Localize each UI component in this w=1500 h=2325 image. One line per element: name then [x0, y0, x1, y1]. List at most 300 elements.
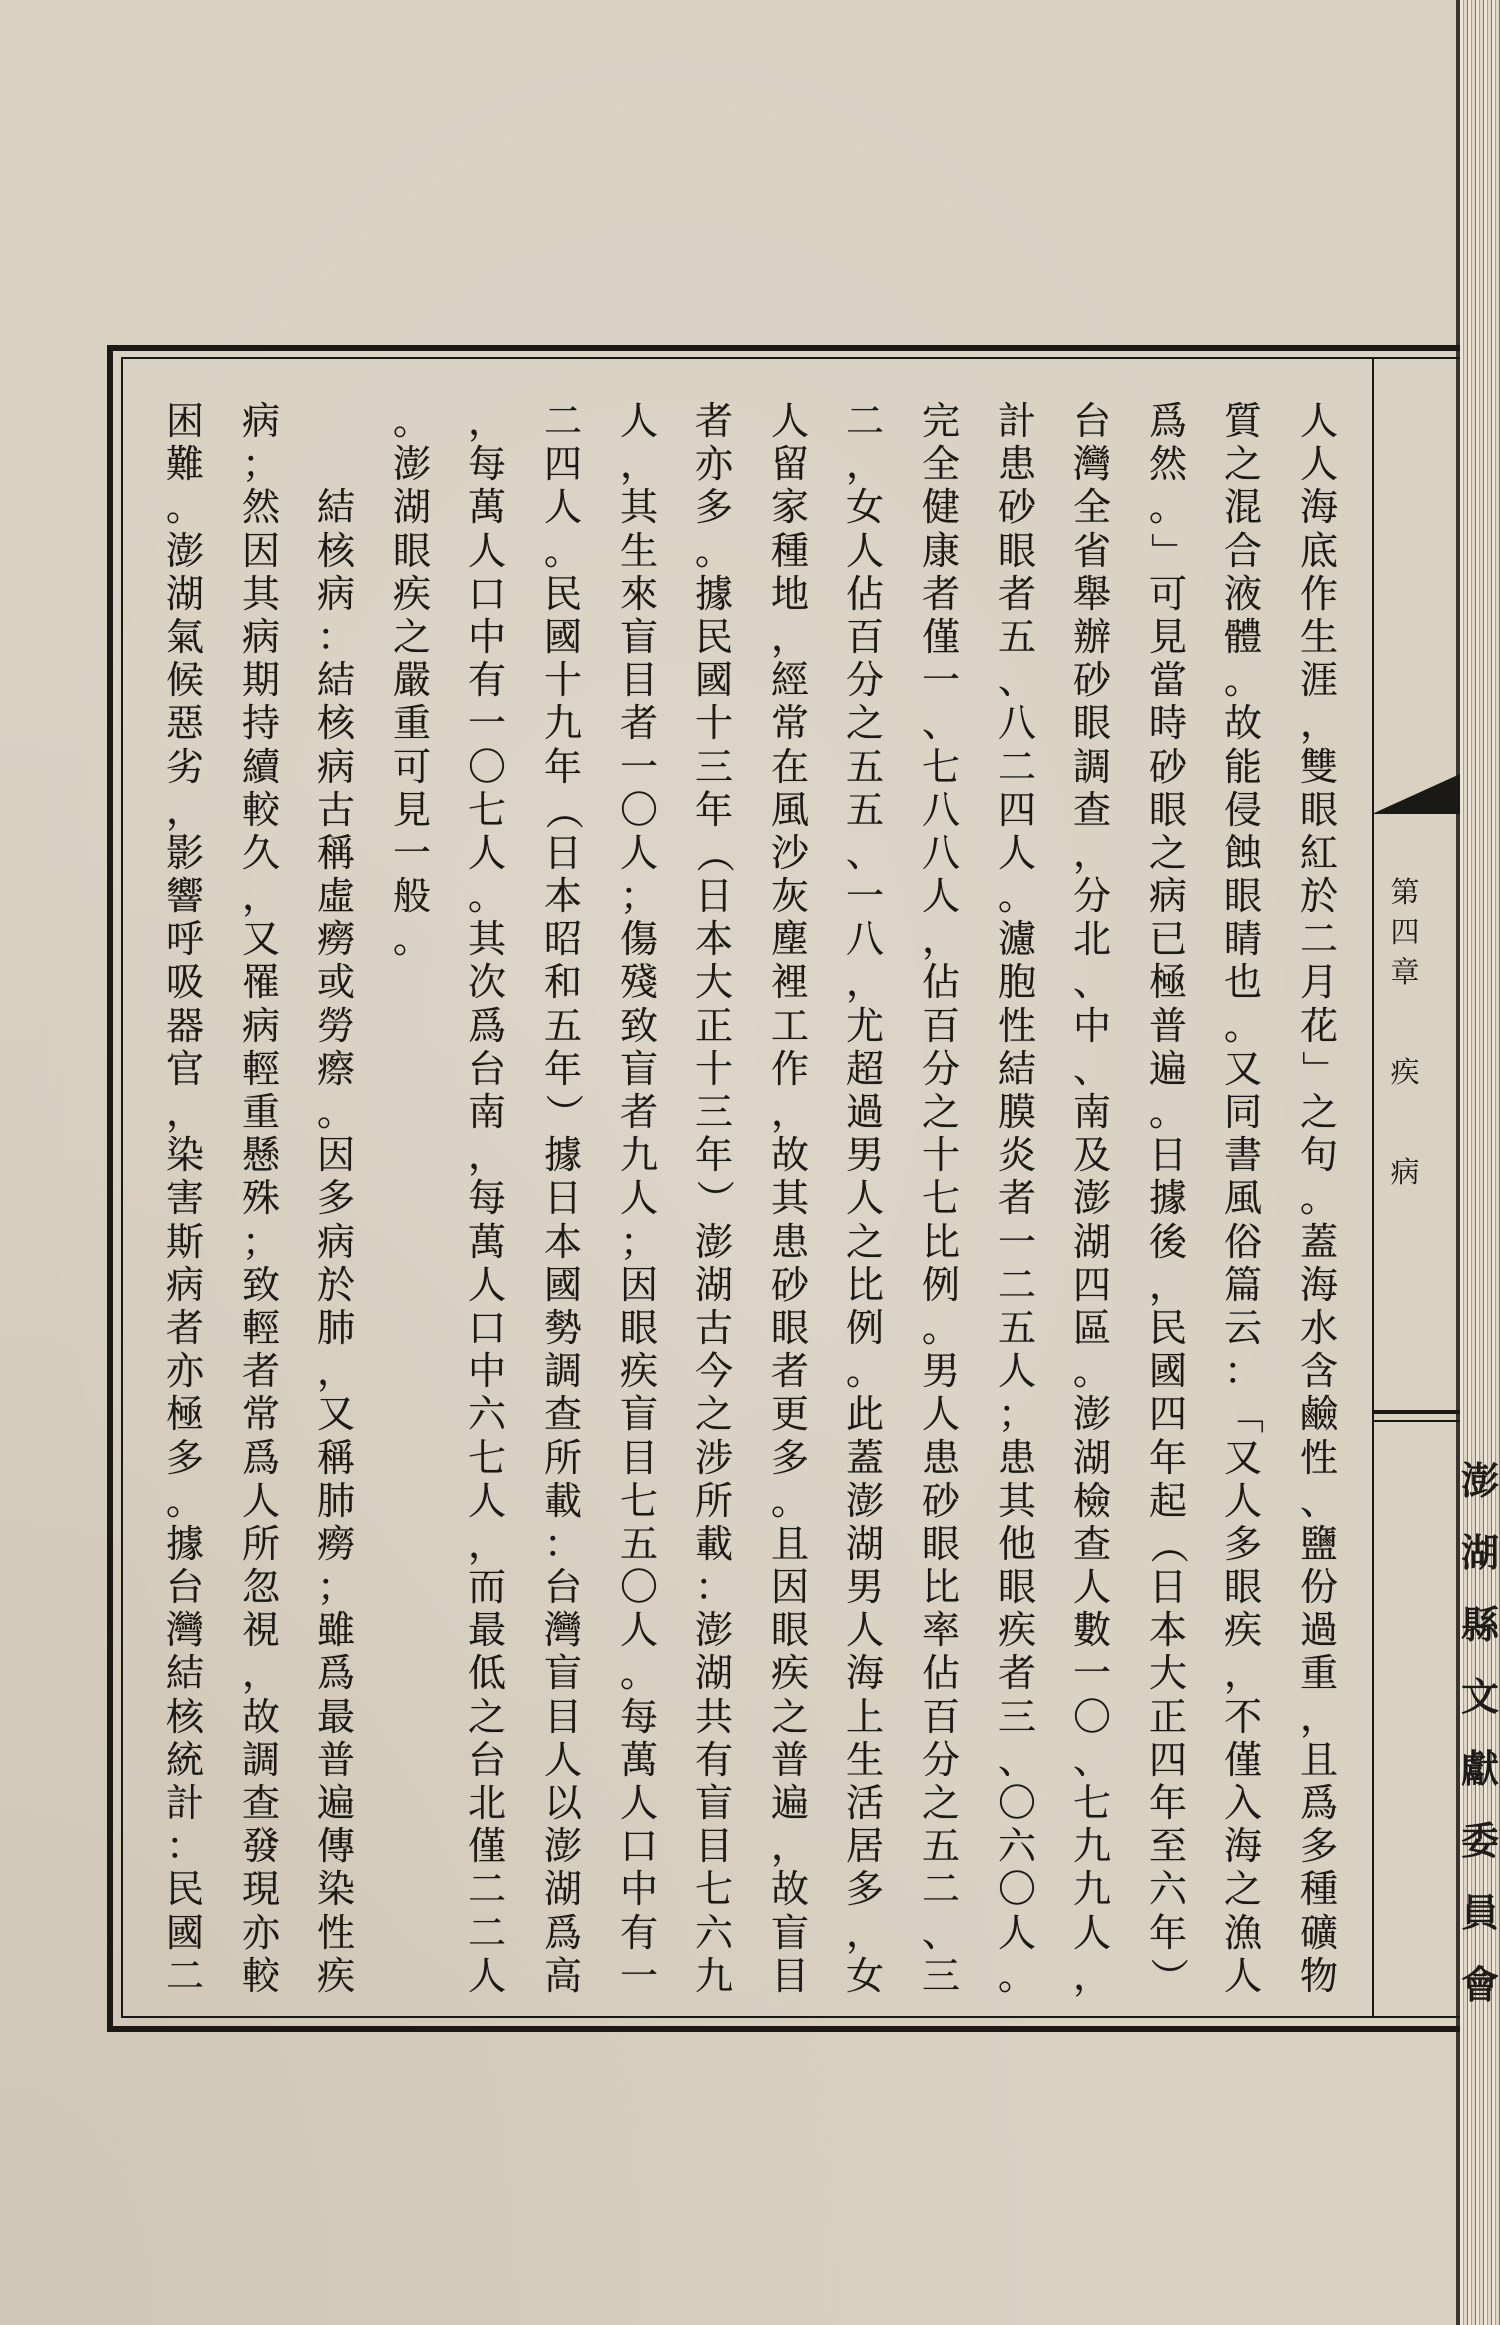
glyph: 。 — [1148, 485, 1187, 530]
glyph: 以 — [543, 1781, 582, 1825]
glyph: 分 — [921, 1737, 960, 1782]
glyph: 爲 — [1148, 399, 1187, 443]
glyph: 病 — [316, 571, 355, 616]
glyph: 起 — [1148, 1478, 1187, 1523]
glyph: 僅 — [1223, 1737, 1262, 1782]
glyph: 國 — [543, 614, 582, 659]
glyph: 澎 — [1072, 1392, 1111, 1437]
glyph: 困 — [165, 399, 204, 443]
glyph: 裡 — [770, 960, 809, 1005]
glyph: 灣 — [543, 1608, 582, 1653]
glyph: 湖 — [543, 1867, 582, 1912]
glyph: 亦 — [694, 442, 733, 487]
glyph: 。 — [467, 874, 506, 919]
glyph: 超 — [845, 1046, 884, 1091]
glyph: 。 — [694, 528, 733, 573]
glyph: 亦 — [241, 1910, 280, 1955]
glyph: 者 — [997, 1176, 1036, 1221]
glyph: 稱 — [316, 830, 355, 875]
glyph: 高 — [543, 1953, 582, 1998]
glyph: 調 — [1072, 744, 1111, 789]
glyph: 在 — [770, 744, 809, 789]
glyph: 國 — [694, 658, 733, 703]
glyph: 二 — [165, 1953, 204, 1998]
glyph: 多 — [1223, 1521, 1262, 1566]
glyph: 來 — [619, 571, 658, 616]
glyph: 結 — [316, 658, 355, 703]
glyph: 人 — [619, 399, 658, 443]
glyph: 傳 — [316, 1824, 355, 1869]
glyph: 睛 — [1223, 917, 1262, 962]
glyph: 日 — [694, 874, 733, 919]
glyph: 眼 — [1299, 787, 1338, 832]
glyph: ； — [997, 1392, 1036, 1437]
glyph: 四 — [543, 442, 582, 487]
glyph: 病 — [1148, 874, 1187, 919]
glyph: 地 — [770, 571, 809, 616]
glyph: 員 — [1460, 1890, 1499, 1935]
glyph: 目 — [770, 1953, 809, 1998]
glyph: 較 — [241, 787, 280, 832]
glyph: 疾 — [619, 1349, 658, 1394]
glyph: 之 — [467, 1694, 506, 1739]
glyph: 載 — [543, 1478, 582, 1523]
glyph: 七 — [619, 1478, 658, 1523]
glyph: 僅 — [921, 614, 960, 659]
glyph: 砂 — [1148, 744, 1187, 789]
glyph: 多 — [316, 1176, 355, 1221]
glyph: 篇 — [1223, 1262, 1262, 1307]
glyph: 佔 — [921, 1651, 960, 1696]
glyph: 七 — [467, 787, 506, 832]
glyph: 台 — [467, 1046, 506, 1091]
glyph: 海 — [1299, 485, 1338, 530]
glyph: 風 — [1223, 1176, 1262, 1221]
glyph: 之 — [921, 1090, 960, 1134]
glyph: 計 — [997, 399, 1036, 443]
glyph: 年 — [694, 787, 733, 832]
glyph: 眼 — [1223, 874, 1262, 919]
glyph: 之 — [845, 1219, 884, 1264]
glyph: 台 — [467, 1737, 506, 1782]
glyph: 疾 — [316, 1953, 355, 1998]
glyph: 之 — [921, 1781, 960, 1825]
glyph: 持 — [241, 701, 280, 746]
glyph: 全 — [1072, 485, 1111, 530]
glyph: 、 — [1072, 960, 1111, 1005]
glyph: 人 — [1223, 1953, 1262, 1998]
glyph: 至 — [1148, 1824, 1187, 1869]
glyph — [1385, 992, 1425, 1052]
glyph: 見 — [1148, 614, 1187, 659]
glyph: 能 — [1223, 744, 1262, 789]
glyph: 台 — [1072, 399, 1111, 443]
glyph: 澎 — [165, 528, 204, 573]
glyph: 涯 — [1299, 658, 1338, 703]
text-column — [760, 400, 820, 1998]
glyph: 十 — [543, 658, 582, 703]
glyph: 更 — [770, 1392, 809, 1437]
text-column — [1213, 400, 1273, 1998]
glyph: 日 — [543, 830, 582, 875]
glyph: 者 — [619, 1090, 658, 1134]
glyph: 二 — [467, 1867, 506, 1912]
glyph: 湖 — [1072, 1435, 1111, 1480]
glyph: 體 — [1223, 614, 1262, 659]
glyph: 響 — [165, 874, 204, 919]
glyph: 分 — [845, 658, 884, 703]
glyph: 目 — [619, 658, 658, 703]
glyph: 一 — [921, 658, 960, 703]
glyph: 久 — [241, 830, 280, 875]
glyph: ， — [467, 1133, 506, 1178]
glyph: 口 — [619, 1824, 658, 1869]
glyph: 百 — [921, 1003, 960, 1048]
glyph: 句 — [1299, 1133, 1338, 1178]
glyph: 、 — [845, 830, 884, 875]
glyph: 人 — [921, 874, 960, 919]
glyph: 。 — [921, 1305, 960, 1350]
glyph: 計 — [165, 1781, 204, 1825]
glyph: 般 — [392, 874, 431, 919]
glyph: 「 — [1221, 1395, 1266, 1434]
text-column — [911, 400, 971, 1998]
glyph: 所 — [543, 1435, 582, 1480]
glyph: 水 — [1299, 1305, 1338, 1350]
glyph: 八 — [845, 917, 884, 962]
glyph: 所 — [694, 1478, 733, 1523]
glyph: 九 — [619, 1133, 658, 1178]
glyph: 全 — [921, 442, 960, 487]
glyph: 數 — [1072, 1608, 1111, 1653]
glyph: 留 — [770, 442, 809, 487]
glyph: 之 — [694, 1392, 733, 1437]
glyph: 查 — [241, 1781, 280, 1825]
glyph: 十 — [694, 1046, 733, 1091]
glyph: 古 — [694, 1305, 733, 1350]
glyph: 查 — [543, 1392, 582, 1437]
glyph: 人 — [1223, 1478, 1262, 1523]
glyph: 風 — [770, 787, 809, 832]
glyph: 鹼 — [1299, 1392, 1338, 1437]
glyph: 日 — [1148, 1565, 1187, 1610]
glyph: 質 — [1223, 399, 1262, 443]
glyph: 口 — [467, 1305, 506, 1350]
glyph: 可 — [1148, 571, 1187, 616]
glyph: 鹽 — [1299, 1521, 1338, 1566]
glyph: 年 — [1148, 1435, 1187, 1480]
glyph: 所 — [241, 1521, 280, 1566]
glyph: 民 — [543, 571, 582, 616]
text-column — [457, 400, 517, 1998]
glyph: 侵 — [1223, 787, 1262, 832]
glyph: 殘 — [619, 960, 658, 1005]
glyph: 嚴 — [392, 658, 431, 703]
glyph: 故 — [770, 1867, 809, 1912]
glyph: 炎 — [997, 1133, 1036, 1178]
glyph: 百 — [845, 614, 884, 659]
glyph: 四 — [1148, 1737, 1187, 1782]
glyph: 作 — [770, 1046, 809, 1091]
glyph: 查 — [1072, 787, 1111, 832]
glyph: ， — [316, 1349, 355, 1394]
glyph: 漁 — [1223, 1910, 1262, 1955]
glyph: 盲 — [543, 1651, 582, 1696]
glyph: 康 — [921, 528, 960, 573]
glyph: 人 — [1072, 1565, 1111, 1610]
glyph: 性 — [316, 1910, 355, 1955]
glyph: 種 — [1299, 1867, 1338, 1912]
glyph: 、 — [997, 658, 1036, 703]
glyph: 九 — [1072, 1824, 1111, 1869]
glyph: 之 — [392, 614, 431, 659]
glyph: ： — [694, 1565, 733, 1610]
glyph: 勢 — [543, 1305, 582, 1350]
glyph: 。 — [1223, 1003, 1262, 1048]
glyph: ， — [467, 1521, 506, 1566]
glyph: 委 — [1460, 1818, 1499, 1863]
glyph: 他 — [997, 1521, 1036, 1566]
glyph: 南 — [467, 1090, 506, 1134]
glyph: ： — [316, 614, 355, 659]
glyph: 液 — [1223, 571, 1262, 616]
glyph: 人 — [1072, 1910, 1111, 1955]
glyph: 疾 — [1390, 1055, 1420, 1089]
glyph: ， — [770, 1090, 809, 1134]
glyph: 生 — [1299, 614, 1338, 659]
glyph: 眼 — [997, 528, 1036, 573]
glyph: 佔 — [845, 571, 884, 616]
glyph: 中 — [1072, 1003, 1111, 1048]
glyph: 縣 — [1460, 1602, 1499, 1647]
glyph: 者 — [921, 571, 960, 616]
glyph: 蓋 — [845, 1435, 884, 1480]
glyph: 眼 — [1072, 701, 1111, 746]
glyph: 九 — [694, 1953, 733, 1998]
glyph: 爲 — [543, 1910, 582, 1955]
glyph: 目 — [619, 1435, 658, 1480]
glyph: 北 — [1072, 917, 1111, 962]
glyph: 又 — [1223, 1046, 1262, 1091]
glyph: 」 — [1297, 1050, 1342, 1089]
text-column — [155, 400, 215, 1998]
frame-top-inner-line — [121, 357, 1460, 359]
glyph: 日 — [1148, 1133, 1187, 1178]
glyph: 省 — [1072, 528, 1111, 573]
glyph: 續 — [241, 744, 280, 789]
glyph: 此 — [845, 1392, 884, 1437]
glyph: 眼 — [1223, 1565, 1262, 1610]
glyph: 之 — [1299, 1090, 1338, 1134]
glyph: 正 — [694, 1003, 733, 1048]
glyph: 海 — [845, 1651, 884, 1696]
glyph: 時 — [1148, 701, 1187, 746]
glyph: 澎 — [845, 1478, 884, 1523]
glyph: 病 — [316, 744, 355, 789]
glyph: 澎 — [392, 442, 431, 487]
glyph: 有 — [619, 1910, 658, 1955]
glyph: 故 — [241, 1694, 280, 1739]
glyph: 有 — [694, 1737, 733, 1782]
frame-bottom-inner-line — [121, 2016, 1460, 2018]
glyph: ； — [241, 1219, 280, 1264]
glyph: 遍 — [770, 1781, 809, 1825]
glyph: 之 — [1223, 442, 1262, 487]
glyph: 〇 — [997, 1781, 1036, 1825]
text-column — [533, 400, 593, 1998]
glyph: 然 — [1148, 442, 1187, 487]
glyph: 性 — [997, 1003, 1036, 1048]
glyph: 又 — [241, 917, 280, 962]
glyph: 。 — [997, 874, 1036, 919]
glyph: 」 — [1146, 532, 1191, 571]
glyph: 人 — [845, 1176, 884, 1221]
glyph: 視 — [241, 1608, 280, 1653]
glyph: ， — [1148, 1262, 1187, 1307]
glyph: 肺 — [316, 1478, 355, 1523]
glyph: 眼 — [770, 1608, 809, 1653]
glyph: 患 — [921, 1435, 960, 1480]
glyph: 民 — [1148, 1305, 1187, 1350]
text-column — [1138, 400, 1198, 1998]
glyph: 國 — [165, 1910, 204, 1955]
glyph: 患 — [770, 1219, 809, 1264]
glyph: 後 — [1148, 1219, 1187, 1264]
glyph: 〇 — [997, 1867, 1036, 1912]
glyph: 較 — [241, 1953, 280, 1998]
glyph: 病 — [165, 1262, 204, 1307]
glyph: 常 — [770, 701, 809, 746]
glyph: 四 — [1072, 1262, 1111, 1307]
glyph: 核 — [316, 701, 355, 746]
glyph: 物 — [1299, 1953, 1338, 1998]
glyph: 遍 — [1148, 1046, 1187, 1091]
glyph: 三 — [921, 1953, 960, 1998]
glyph: 比 — [845, 1262, 884, 1307]
glyph: 〇 — [467, 744, 506, 789]
glyph: 海 — [1299, 1262, 1338, 1307]
glyph: 故 — [770, 1133, 809, 1178]
glyph: 常 — [241, 1392, 280, 1437]
glyph: 每 — [619, 1694, 658, 1739]
glyph: 多 — [165, 1435, 204, 1480]
glyph: 女 — [845, 485, 884, 530]
glyph: 人 — [543, 1737, 582, 1782]
glyph: 癆 — [316, 1521, 355, 1566]
glyph: 六 — [694, 1910, 733, 1955]
glyph: 人 — [619, 1781, 658, 1825]
glyph: 患 — [997, 1435, 1036, 1480]
glyph: 正 — [1148, 1694, 1187, 1739]
glyph: 男 — [845, 1133, 884, 1178]
glyph: 期 — [241, 658, 280, 703]
glyph: 會 — [1460, 1962, 1499, 2007]
glyph: ， — [1299, 701, 1338, 746]
glyph: 載 — [694, 1521, 733, 1566]
glyph: 九 — [543, 701, 582, 746]
glyph: 七 — [1072, 1781, 1111, 1825]
glyph: 可 — [392, 744, 431, 789]
glyph: 或 — [316, 960, 355, 1005]
text-column — [987, 400, 1047, 1998]
glyph: 致 — [619, 1003, 658, 1048]
glyph: 健 — [921, 485, 960, 530]
margin-thin-rule — [1372, 1420, 1460, 1422]
glyph: 澎 — [1460, 1458, 1499, 1503]
glyph: 湖 — [694, 1651, 733, 1696]
glyph: 於 — [316, 1262, 355, 1307]
glyph: 二 — [997, 1262, 1036, 1307]
publisher-edge-title — [1460, 1445, 1500, 2021]
glyph: 因 — [770, 1565, 809, 1610]
glyph: 年 — [1148, 1781, 1187, 1825]
glyph: 年 — [543, 1046, 582, 1091]
glyph: 眼 — [770, 1305, 809, 1350]
glyph: 八 — [921, 830, 960, 875]
glyph: 其 — [619, 485, 658, 530]
glyph: 本 — [694, 917, 733, 962]
glyph: ； — [619, 1219, 658, 1264]
glyph: ； — [316, 1565, 355, 1610]
glyph: 國 — [1148, 1349, 1187, 1394]
glyph: 。 — [165, 485, 204, 530]
glyph: 普 — [770, 1737, 809, 1782]
glyph: 砂 — [997, 485, 1036, 530]
glyph: 分 — [1072, 874, 1111, 919]
glyph: 澎 — [694, 1219, 733, 1264]
glyph: 輕 — [241, 1046, 280, 1091]
glyph: 盲 — [770, 1910, 809, 1955]
glyph: 四 — [1148, 1392, 1187, 1437]
glyph: 。 — [1148, 1090, 1187, 1134]
glyph: 人 — [619, 830, 658, 875]
glyph: 核 — [316, 528, 355, 573]
glyph: 湖 — [1072, 1219, 1111, 1264]
glyph: 罹 — [241, 960, 280, 1005]
glyph: 。 — [316, 1090, 355, 1135]
glyph: 盲 — [619, 1046, 658, 1091]
glyph: 之 — [845, 701, 884, 746]
glyph: 眼 — [997, 1565, 1036, 1610]
glyph: 澎 — [1072, 1176, 1111, 1221]
glyph: 百 — [921, 1694, 960, 1739]
text-column — [609, 400, 669, 1998]
glyph: 十 — [921, 1133, 960, 1178]
glyph: 底 — [1299, 528, 1338, 573]
glyph: 砂 — [921, 1478, 960, 1523]
glyph: 花 — [1299, 1003, 1338, 1048]
glyph: 目 — [543, 1694, 582, 1739]
glyph: 盲 — [619, 614, 658, 659]
glyph: 故 — [1223, 701, 1262, 746]
glyph: 染 — [316, 1867, 355, 1912]
glyph: 重 — [241, 1090, 280, 1134]
glyph: 一 — [845, 874, 884, 919]
glyph: 病 — [241, 1003, 280, 1048]
glyph: 僅 — [467, 1824, 506, 1869]
glyph: 爲 — [241, 1435, 280, 1480]
glyph: 者 — [165, 1305, 204, 1350]
glyph: 爲 — [1299, 1781, 1338, 1825]
glyph: 湖 — [392, 485, 431, 530]
glyph: 每 — [467, 1176, 506, 1221]
glyph: 人 — [770, 399, 809, 443]
glyph: 膜 — [997, 1090, 1036, 1134]
glyph: 、 — [921, 1910, 960, 1955]
glyph: 人 — [1299, 442, 1338, 487]
glyph: 勞 — [316, 1003, 355, 1048]
glyph: 稱 — [316, 1435, 355, 1480]
